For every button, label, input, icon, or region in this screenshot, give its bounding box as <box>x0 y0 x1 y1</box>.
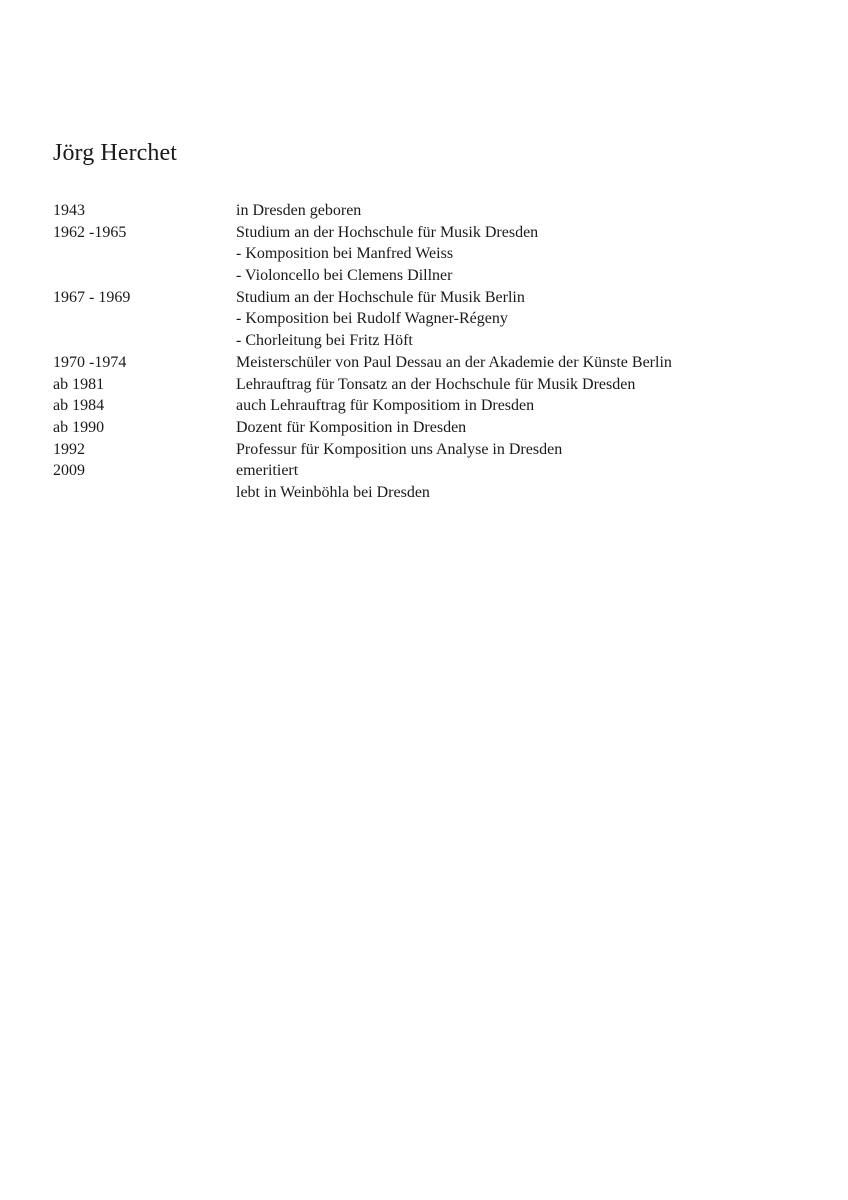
cv-row <box>53 352 813 374</box>
cv-row <box>53 287 813 309</box>
cv-year: 1992 <box>53 440 85 458</box>
cv-row <box>53 200 813 222</box>
cv-year: 1962 -1965 <box>53 223 127 241</box>
cv-year <box>53 330 236 352</box>
cv-text: Lehrauftrag für Tonsatz an der Hochschule für Musik Dresden <box>236 375 636 393</box>
cv-text: - Komposition bei Rudolf Wagner-Régeny <box>236 310 508 328</box>
cv-text: auch Lehrauftrag für Kompositiom in Dresden <box>236 397 535 415</box>
cv-table <box>53 200 813 504</box>
cv-year <box>53 265 236 287</box>
cv-text: - Komposition bei Manfred Weiss <box>236 245 454 263</box>
cv-row <box>53 222 813 244</box>
cv-row <box>53 439 813 461</box>
cv-year <box>53 308 236 330</box>
document-title: Jörg Herchet <box>53 140 178 166</box>
cv-year: 1967 - 1969 <box>53 288 131 306</box>
cv-text: Meisterschüler von Paul Dessau an der Akademie der Künste Berlin <box>236 353 672 371</box>
cv-text: Professur für Komposition uns Analyse in Dresden <box>236 440 563 458</box>
cv-year <box>53 243 236 265</box>
cv-row <box>53 417 813 439</box>
cv-year: ab 1990 <box>53 418 105 436</box>
cv-text: - Chorleitung bei Fritz Höft <box>236 332 413 350</box>
cv-text: emeritiert <box>236 462 299 480</box>
cv-row <box>53 460 813 482</box>
cv-row <box>53 243 813 265</box>
cv-row <box>53 482 813 504</box>
cv-year: 1943 <box>53 202 85 219</box>
cv-year: 1970 -1974 <box>53 353 127 371</box>
cv-text: Dozent für Komposition in Dresden <box>236 418 467 436</box>
cv-year: ab 1981 <box>53 375 105 393</box>
cv-text: lebt in Weinböhla bei Dresden <box>236 483 430 501</box>
cv-row <box>53 308 813 330</box>
cv-row <box>53 374 813 396</box>
cv-year: ab 1984 <box>53 397 105 415</box>
cv-text: Studium an der Hochschule für Musik Dresden <box>236 223 539 241</box>
cv-text: Studium an der Hochschule für Musik Berlin <box>236 288 525 306</box>
cv-text: in Dresden geboren <box>236 202 362 219</box>
cv-row <box>53 330 813 352</box>
cv-row <box>53 395 813 417</box>
cv-year <box>53 482 236 504</box>
cv-row <box>53 265 813 287</box>
cv-year: 2009 <box>53 462 85 480</box>
cv-text: - Violoncello bei Clemens Dillner <box>236 267 453 285</box>
